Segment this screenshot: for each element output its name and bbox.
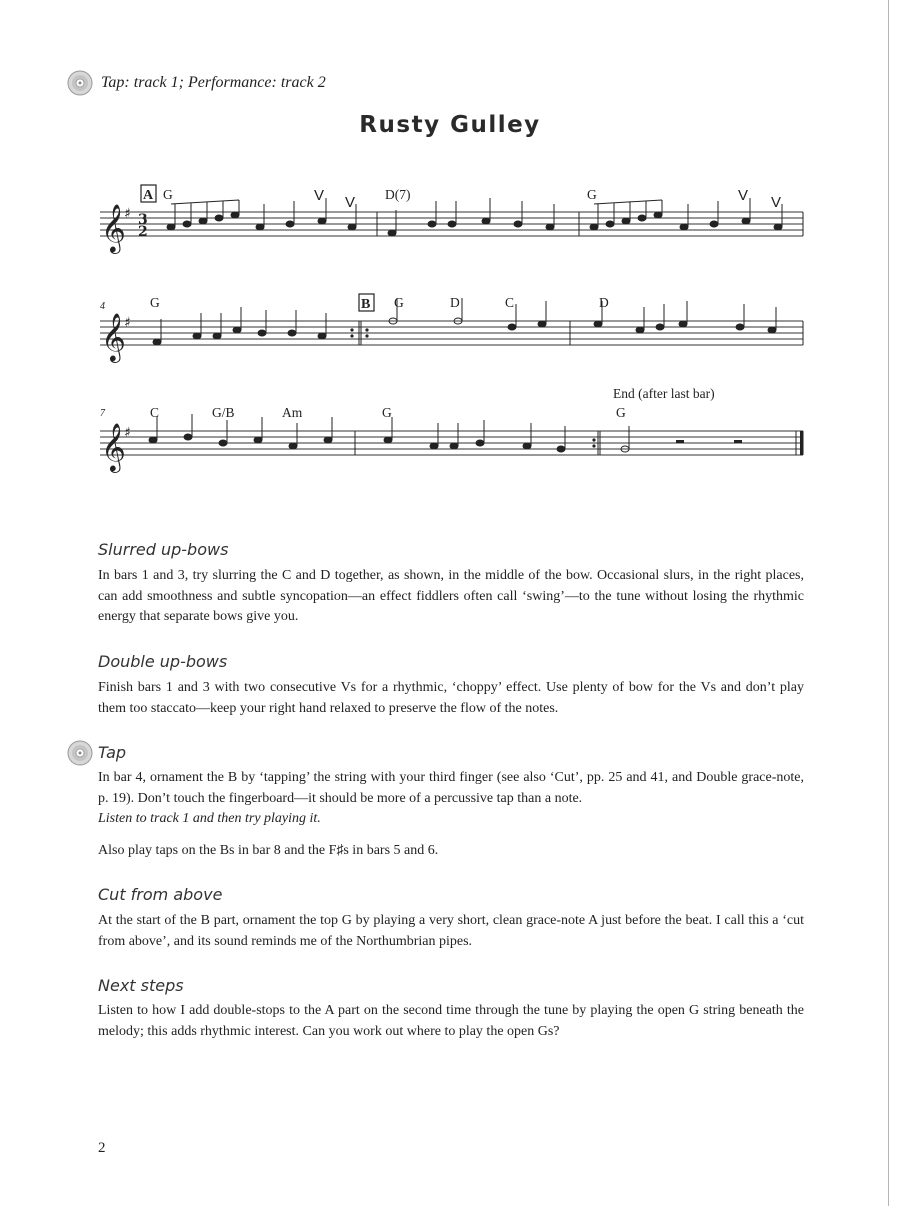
section-heading: Cut from above: [98, 885, 223, 904]
svg-text:V: V: [738, 187, 749, 204]
page-number: 2: [98, 1140, 106, 1156]
svg-text:V: V: [345, 194, 356, 211]
svg-text:V: V: [314, 187, 325, 204]
chord-symbol: C: [505, 295, 515, 310]
svg-text:4: 4: [100, 301, 105, 312]
chord-symbol: D(7): [385, 187, 411, 202]
svg-text:V: V: [771, 194, 782, 211]
score-staffs: [100, 212, 803, 455]
section-paragraph: In bar 4, ornament the B by ‘tapping’ the string with your third finger (see also ‘Cut’, pp. 25 and 41, and Double grace-note, p. 19). Don’t touch the fingerboard—it should be more of a percussive tap than a note.: [98, 770, 804, 806]
chord-symbol: G: [382, 405, 392, 420]
chord-symbol: G: [587, 187, 597, 202]
svg-text:𝄞: 𝄞: [101, 203, 126, 252]
repeat-dots: [350, 328, 595, 447]
chord-symbol: D: [599, 295, 609, 310]
cd-icon: [67, 70, 93, 96]
chord-symbol: G: [150, 295, 160, 310]
track-note: [67, 70, 326, 96]
chord-symbol: C: [150, 405, 160, 420]
svg-text:𝄞: 𝄞: [101, 312, 126, 361]
time-signature: [138, 212, 148, 240]
section-heading: Double up-bows: [98, 652, 228, 671]
svg-text:♯: ♯: [124, 206, 131, 222]
notes: [149, 212, 782, 452]
page-title: Rusty Gulley: [359, 112, 541, 138]
track-note-text: Tap: track 1; Performance: track 2: [101, 74, 326, 91]
end-note: End (after last bar): [613, 386, 715, 401]
cd-icon: [67, 740, 93, 766]
sheet-music: [0, 176, 900, 476]
section-paragraph: Also play taps on the Bs in bar 8 and the F♯s in bars 5 and 6.: [98, 843, 439, 858]
section-paragraph-italic: Listen to track 1 and then try playing it.: [98, 811, 321, 826]
section-heading: Slurred up-bows: [98, 540, 229, 559]
svg-text:♯: ♯: [124, 425, 131, 441]
svg-text:3: 3: [138, 212, 148, 228]
clefs: [101, 203, 126, 473]
final-barline: [800, 431, 804, 455]
svg-text:2: 2: [138, 224, 148, 240]
chord-symbol: Am: [282, 405, 303, 420]
section-paragraph: At the start of the B part, ornament the top G by playing a very short, clean grace-note A just before the beat. I call this a ‘cut from above’, and its sound reminds me of the Northumbrian pipes.: [98, 913, 804, 949]
chord-symbol: G: [163, 187, 173, 202]
svg-text:♯: ♯: [124, 315, 131, 331]
section-heading: Tap: [98, 743, 127, 762]
barlines: [355, 212, 803, 455]
svg-text:7: 7: [100, 408, 105, 419]
chord-symbol: G/B: [212, 405, 235, 420]
chord-symbol: D: [450, 295, 460, 310]
chord-symbol: G: [616, 405, 626, 420]
svg-text:𝄞: 𝄞: [101, 422, 126, 471]
section-paragraph: Listen to how I add double-stops to the A part on the second time through the tune by playing the open G string beneath the melody; this adds rhythmic interest. Can you work out where to play the open Gs?: [98, 1003, 804, 1039]
section-heading: Next steps: [98, 976, 184, 995]
svg-text:B: B: [361, 297, 371, 312]
section-paragraph: In bars 1 and 3, try slurring the C and D together, as shown, in the middle of the bow. Occasional slurs, in the right places, can add smoothness and subtle syncopation—an effect fiddlers often call ‘swing’—to the tune without losing the rhythmic energy that separate bows give you.: [98, 568, 804, 624]
chord-symbol: G: [394, 295, 404, 310]
svg-text:A: A: [143, 188, 154, 203]
section-paragraph: Finish bars 1 and 3 with two consecutive Vs for a rhythmic, ‘choppy’ effect. Use plenty of bow for the Vs and don’t play them too staccato—keep your right hand relaxed to preserve the flow of the notes.: [98, 680, 804, 716]
